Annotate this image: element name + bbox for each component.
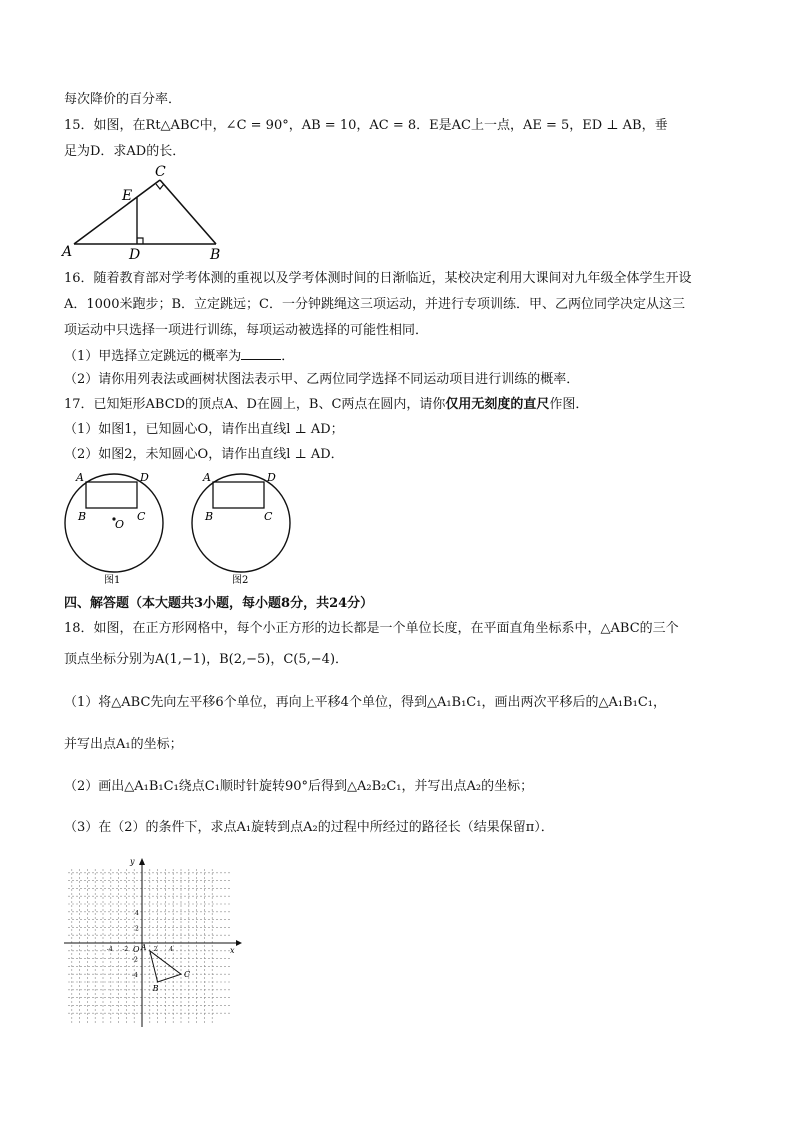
q16-line3: 项运动中只选择一项进行训练，每项运动被选择的可能性相同． [64,323,429,338]
q17-line1 [64,396,588,414]
point-b-label: B [152,984,159,993]
origin-label: O [133,945,140,954]
fig1-label-b: B [78,510,87,523]
x-tick-label: -2 [122,946,129,953]
x-axis-label: x [230,946,235,955]
x-tick-label: 2 [153,946,158,953]
q16-line5: （2）请你用列表法或画树状图法表示甲、乙两位同学选择不同运动项目进行训练的概率． [64,372,580,387]
figure-q17 [60,466,300,590]
line-prev: 每次降价的百分率． [64,92,182,107]
q18-line3: （1）将△ABC先向左平移6个单位，再向上平移4个单位，得到△A₁B₁C₁，画出两次平移后的△A₁B₁C₁， [64,695,666,710]
label-e: E [122,188,133,204]
q16-1-text: （1）甲选择立定跳远的概率为 [64,349,242,364]
q17-text-post: 作图． [549,397,589,412]
fig1-label-c: C [137,510,146,523]
y-tick-label: 2 [135,925,139,933]
q18-line4: 并写出点A₁的坐标； [64,737,183,752]
fig2-label-a: A [203,471,211,484]
q15-line2: 足为D．求AD的长． [64,144,186,159]
q18-line1: 18．如图，在正方形网格中，每个小正方形的边长都是一个单位长度，在平面直角坐标系中，△ABC的三个 [64,621,679,636]
fig1-label-d: D [140,471,149,484]
q16-line1: 16．随着教育部对学考体测的重视以及学考体测时间的日渐临近，某校决定利用大课间对九年级全体学生开设 [64,271,692,286]
fig2-caption: 图2 [232,575,249,586]
label-a: A [62,244,73,260]
y-axis-label: y [130,857,135,866]
q15-line1: 15．如图，在Rt△ABC中，∠C = 90°，AB = 10，AC = 8．E是AC上一点，AE = 5，ED ⊥ AB，垂 [64,118,668,133]
q16-line4 [64,347,294,366]
figure-q18-grid [60,855,250,1030]
section-4-heading: 四、解答题（本大题共3小题，每小题8分，共24分） [64,596,374,611]
fig2-label-b: B [205,510,214,523]
point-c-label: C [184,970,191,980]
y-tick-label: 4 [135,909,139,917]
fig1-caption: 图1 [104,575,121,586]
grid-lines [68,869,230,1023]
fig2-label-d: D [267,471,276,484]
y-tick-label: -4 [132,972,138,980]
x-tick-label: 4 [169,946,174,953]
q18-line6: （3）在（2）的条件下，求点A₁旋转到点A₂的过程中所经过的路径长（结果保留π）． [64,820,554,835]
label-c: C [155,164,166,180]
fig2-label-c: C [264,510,273,523]
y-tick-label: -2 [132,956,138,964]
q18-line5: （2）画出△A₁B₁C₁绕点C₁顺时针旋转90°后得到△A₂B₂C₁，并写出点A₂的坐标； [64,779,534,794]
q18-line2: 顶点坐标分别为A(1,−1)，B(2,−5)，C(5,−4)． [64,652,349,667]
x-tick-label: -4 [106,946,113,953]
q16-1-end: ． [281,349,295,364]
q17-text-bold: 仅用无刻度的直尺 [445,397,550,412]
point-a-label: A [140,942,147,952]
fig1-label-a: A [76,471,84,484]
q17-line3: （2）如图2，未知圆心O，请作出直线l ⊥ AD． [64,447,344,462]
q17-line2: （1）如图1，已知圆心O，请作出直线l ⊥ AD； [64,422,344,437]
figure-q15 [60,162,230,262]
q17-text-pre: 17．已知矩形ABCD的顶点A、D在圆上，B、C两点在圆内，请你 [64,397,446,412]
q16-line2: A．1000米跑步；B．立定跳远；C．一分钟跳绳这三项运动，并进行专项训练．甲、乙两位同学决定从这三 [64,297,685,312]
answer-blank [241,347,281,360]
label-d: D [129,247,141,262]
fig1-label-o: O [115,518,125,531]
label-b: B [210,247,221,262]
